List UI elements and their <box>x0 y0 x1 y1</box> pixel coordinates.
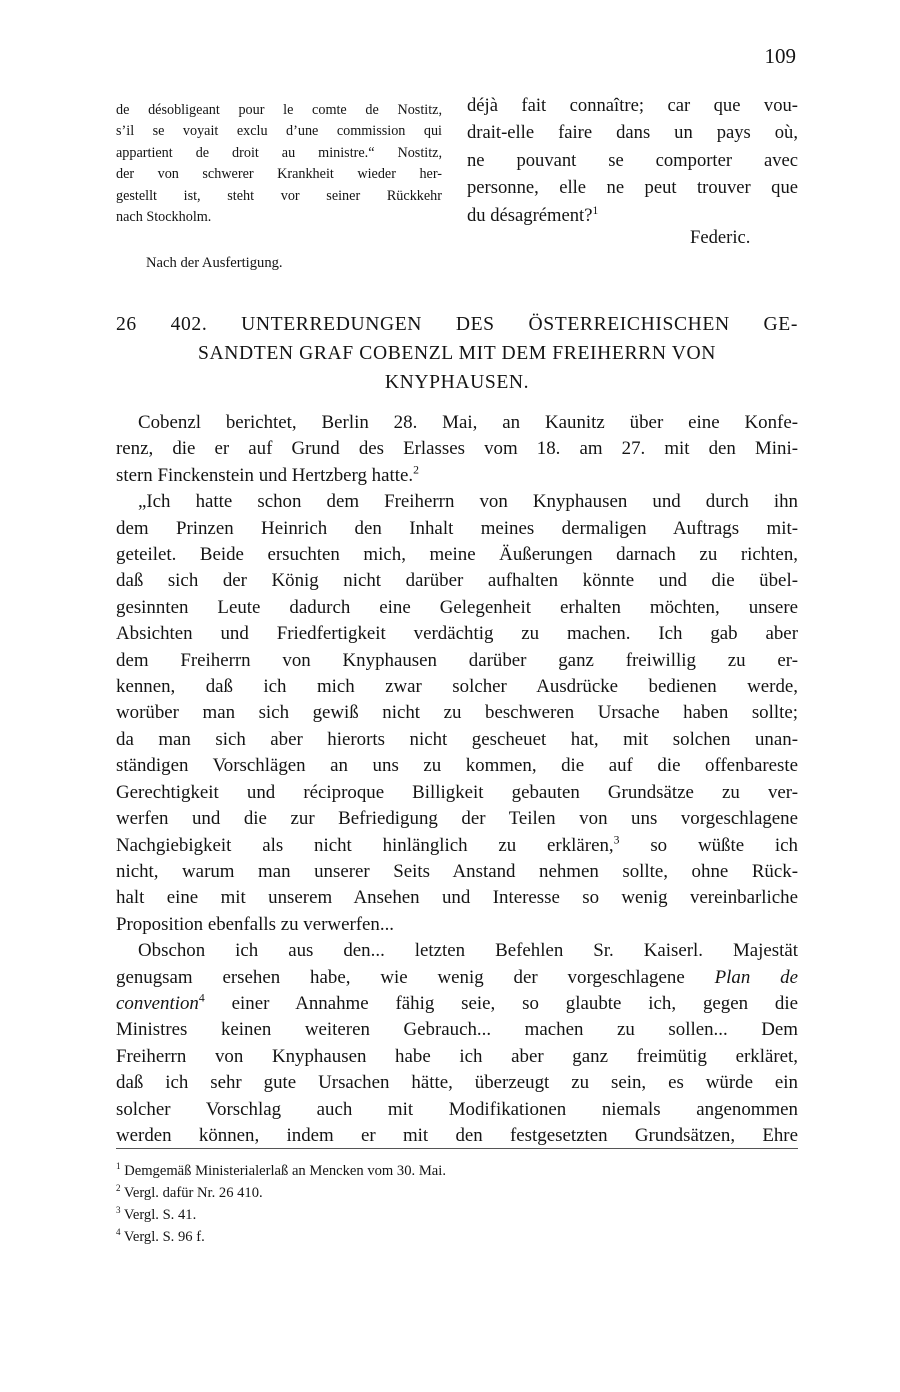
footnote-number: 4 <box>116 1227 121 1238</box>
text-line: déjà fait connaître; car que vou- <box>467 95 798 116</box>
page-number: 109 <box>764 44 796 68</box>
text-line: da man sich aber hierorts nicht gescheuet hat, mit solchen unan- <box>116 728 798 750</box>
text-line: worüber man sich gewiß nicht zu beschweren Ursache haben sollte; <box>116 702 798 724</box>
text-line: gestellt ist, steht vor seiner Rückkehr <box>116 187 442 204</box>
footnote-text: Vergl. dafür Nr. 26 410. <box>123 1185 263 1201</box>
right-column-text <box>467 92 798 229</box>
text-line: s’il se voyait exclu d’une commission qui <box>116 123 442 140</box>
text-line: personne, elle ne peut trouver que <box>467 177 798 199</box>
text-line: Freiherrn von Knyphausen habe ich aber ganz freimütig erkläret, <box>116 1045 798 1067</box>
footnote-ref: 2 <box>413 463 419 477</box>
footnote-number: 1 <box>116 1161 121 1172</box>
body-text <box>116 410 798 1149</box>
footnote <box>116 1226 798 1248</box>
footnote-text: Vergl. S. 96 f. <box>123 1229 205 1245</box>
heading-line: SANDTEN GRAF COBENZL MIT DEM FREIHERRN VON <box>198 343 716 364</box>
footnote-ref: 1 <box>592 204 599 217</box>
footnote <box>116 1204 798 1226</box>
footnote-divider <box>116 1148 798 1149</box>
text-line: Proposition ebenfalls zu verwerfen... <box>116 913 395 935</box>
italic-text: Plan de <box>714 966 798 988</box>
text-line: Gerechtigkeit und réciproque Billigkeit gebauten Grundsätze zu ver- <box>116 781 798 803</box>
text-line: ständigen Vorschlägen an uns zu kommen, die auf die offenbareste <box>116 755 798 777</box>
left-column-text <box>116 100 442 228</box>
footnote-text: Demgemäß Ministerialerlaß an Mencken vom 30. Mai. <box>124 1163 446 1179</box>
signature: Federic. <box>690 227 751 248</box>
document-heading <box>116 310 798 397</box>
footnote-number: 3 <box>116 1205 121 1216</box>
text-fragment: du désagrément? <box>467 204 593 226</box>
text-line: ne pouvant se comporter avec <box>467 149 798 171</box>
footnote-ref: 4 <box>198 991 205 1005</box>
text-line: kennen, daß ich mich zwar solcher Ausdrücke bedienen werde, <box>116 676 798 698</box>
footnote-number: 2 <box>116 1183 121 1194</box>
text-line: gesinnten Leute dadurch eine Gelegenheit erhalten möchten, unsere <box>116 596 798 618</box>
text-line: halt eine mit unserem Ansehen und Interesse so wenig vereinbarliche <box>116 887 798 909</box>
footnotes <box>116 1160 798 1248</box>
text-fragment: Nachgiebigkeit als nicht hinlänglich zu erklären, <box>116 834 614 856</box>
text-line: „Ich hatte schon dem Freiherrn von Knyphausen und durch ihn <box>138 491 798 513</box>
text-fragment: stern Finckenstein und Hertzberg hatte. <box>116 464 414 486</box>
text-line: daß sich der König nicht darüber aufhalten könnte und die übel- <box>116 570 798 592</box>
text-line: appartient de droit au ministre.“ Nostitz, <box>116 144 442 161</box>
text-line: werfen und die zur Befriedigung der Teilen von uns vorgeschlagene <box>116 808 798 830</box>
text-fragment: genugsam ersehen habe, wie wenig der vorgeschlagene <box>116 966 715 988</box>
text-line: werden können, indem er mit den festgesetzten Grundsätzen, Ehre <box>116 1124 798 1146</box>
text-line <box>116 991 798 1017</box>
text-line: daß ich sehr gute Ursachen hätte, überzeugt zu sein, es würde ein <box>116 1072 798 1094</box>
text-line <box>116 833 798 859</box>
text-line: renz, die er auf Grund des Erlasses vom 18. am 27. mit den Mini- <box>116 438 798 460</box>
text-line: de désobligeant pour le comte de Nostitz, <box>116 102 442 118</box>
text-line: Absichten und Friedfertigkeit verdächtig zu machen. Ich gab aber <box>116 623 798 645</box>
text-line <box>116 965 798 991</box>
text-line: solcher Vorschlag auch mit Modifikationen niemals angenommen <box>116 1098 798 1120</box>
text-line: dem Freiherrn von Knyphausen darüber ganz freiwillig zu er- <box>116 649 798 671</box>
text-line: Cobenzl berichtet, Berlin 28. Mai, an Kaunitz über eine Konfe- <box>138 412 798 433</box>
text-line: geteilet. Beide ersuchten mich, meine Äußerungen darnach zu richten, <box>116 544 798 566</box>
text-line <box>467 202 798 229</box>
text-line: der von schwerer Krankheit wieder her- <box>116 166 442 183</box>
footnote <box>116 1160 798 1182</box>
text-line: nach Stockholm. <box>116 209 212 226</box>
heading-line: KNYPHAUSEN. <box>384 372 530 393</box>
italic-text: convention <box>116 992 199 1014</box>
footnote-text: Vergl. S. 41. <box>123 1207 197 1223</box>
text-fragment: einer Annahme fähig seie, so glaubte ich, gegen die <box>204 992 798 1014</box>
source-note: Nach der Ausfertigung. <box>146 255 283 271</box>
text-line <box>116 463 798 489</box>
text-line: Obschon ich aus den... letzten Befehlen Sr. Kaiserl. Majestät <box>138 940 798 962</box>
heading-line: 26 402. UNTERREDUNGEN DES ÖSTERREICHISCHEN GE- <box>116 314 798 335</box>
text-line: dem Prinzen Heinrich den Inhalt meines dermaligen Auftrags mit- <box>116 517 798 539</box>
footnote-ref: 3 <box>613 833 620 847</box>
text-line: nicht, warum man unserer Seits Anstand nehmen sollte, ohne Rück- <box>116 860 798 882</box>
text-line: drait-elle faire dans un pays où, <box>467 122 798 144</box>
text-fragment: so wüßte ich <box>619 834 798 856</box>
text-line: Ministres keinen weiteren Gebrauch... machen zu sollen... Dem <box>116 1019 798 1041</box>
footnote <box>116 1182 798 1204</box>
